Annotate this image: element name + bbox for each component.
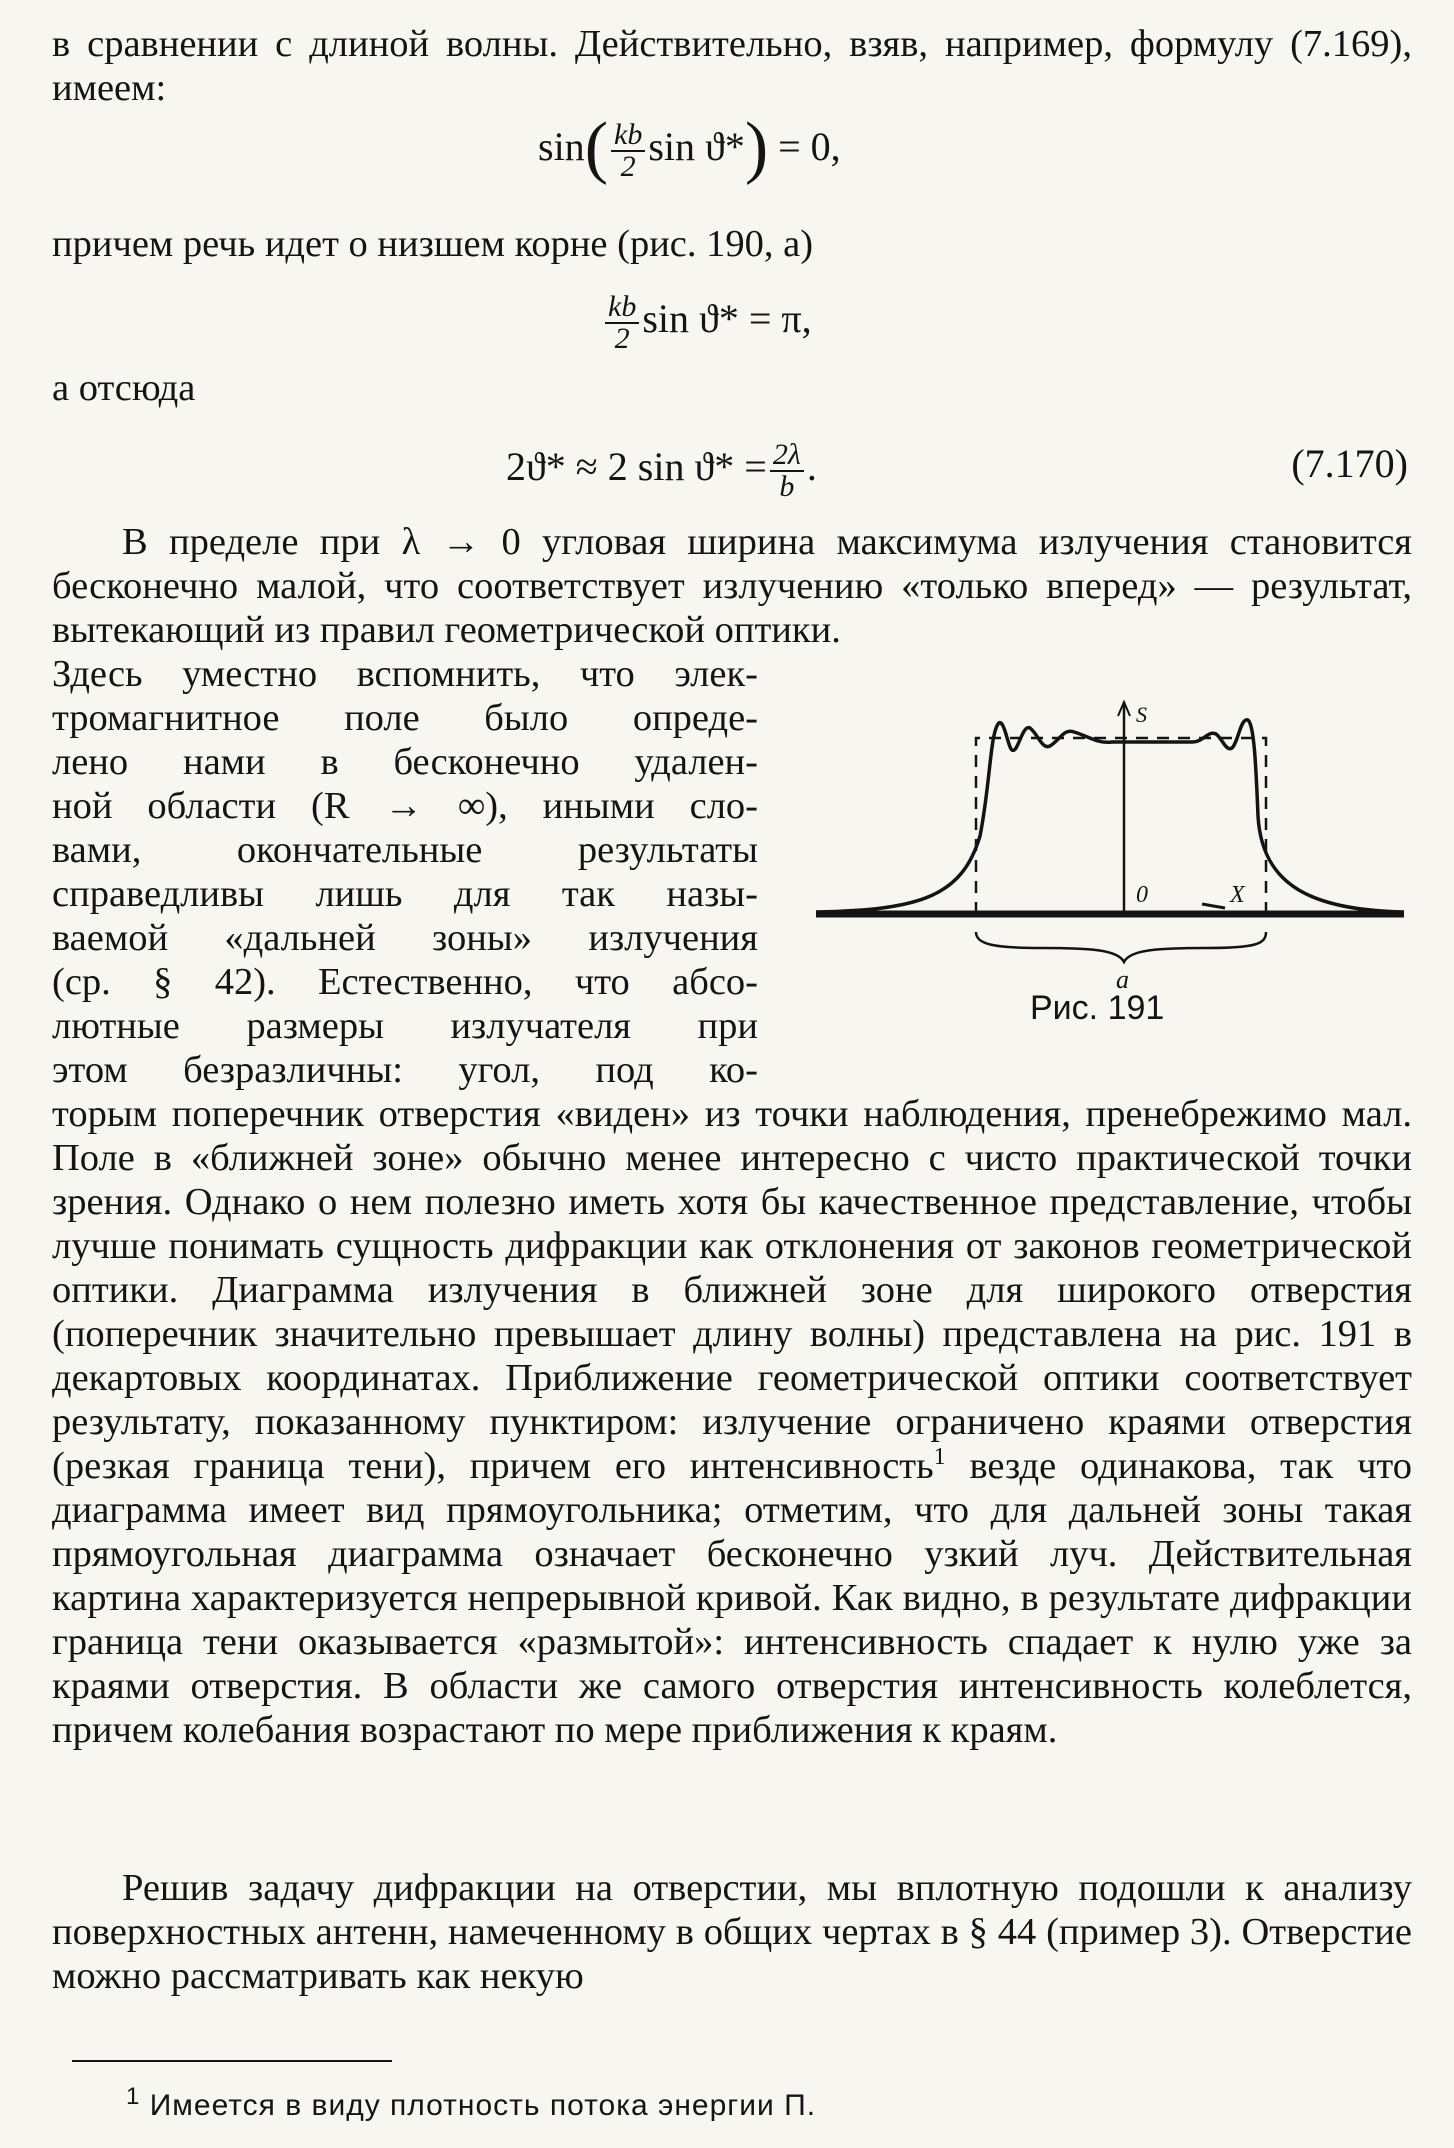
- intensity-curve: [816, 720, 1404, 912]
- paragraph-main: [52, 1092, 1412, 1752]
- line-hence: а отсюда: [52, 367, 196, 409]
- footnote-text: Имеется в виду плотность потока энергии Π.: [149, 2089, 817, 2122]
- wrap-line: этом безразличны: угол, под ко-: [52, 1049, 758, 1091]
- footnote-rule: [72, 2060, 392, 2062]
- wrap-line: лено нами в бесконечно удален-: [52, 741, 758, 783]
- eq1-rhs: = 0,: [778, 124, 841, 170]
- equation-pi: [602, 292, 812, 354]
- wrap-line: ной области (R → ∞), иными сло-: [52, 785, 758, 827]
- paragraph-wrap: [52, 652, 758, 1092]
- footnote-mark: 1: [126, 2083, 141, 2110]
- figure-191: [812, 696, 1412, 1036]
- wrap-line: ваемой «дальней зоны» излучения: [52, 917, 758, 959]
- eq3-lhs: 2ϑ* ≈ 2 sin ϑ* =: [506, 444, 767, 490]
- paragraph-limit: В пределе при λ → 0 угловая ширина максимума излучения становится бесконечно малой, что соответствует излучению «только вперед» — результат, вытекающий из правил геометрической оптики.: [52, 521, 1412, 651]
- eq1-fraction: $\frac{kb}{2}$: [611, 120, 645, 182]
- equation-7-170: [506, 440, 817, 502]
- figure-caption: Рис. 191: [1030, 989, 1165, 1027]
- footnote-ref: 1: [933, 1444, 946, 1471]
- wrap-line: вами, окончательные результаты: [52, 829, 758, 871]
- aperture-brace: [976, 932, 1266, 962]
- geometric-optics-rectangle: [976, 738, 1266, 914]
- eq2-body: sin ϑ* = π,: [642, 296, 812, 342]
- line-lowest-root: причем речь идет о низшем корне (рис. 190, а): [52, 223, 814, 265]
- equation-sine-zero: sin( $\frac{kb}{2}$ sin ϑ*) = 0,: [538, 109, 841, 187]
- eq2-fraction: $\frac{kb}{2}$: [605, 292, 639, 354]
- eq3-end: .: [806, 444, 817, 490]
- label-origin: 0: [1136, 882, 1148, 908]
- eq1-func: sin: [538, 124, 585, 170]
- eq1-inner: sin ϑ*: [648, 124, 745, 170]
- wrap-line: тромагнитное поле было опреде-: [52, 697, 758, 739]
- label-a: a: [1116, 965, 1129, 994]
- label-s: S: [1136, 702, 1147, 727]
- wrap-line: лютные размеры излучателя при: [52, 1005, 758, 1047]
- wrap-line: справедливы лишь для так назы-: [52, 873, 758, 915]
- eq3-fraction: $\frac{2\lambda}{b}$: [770, 440, 804, 502]
- equation-number: (7.170): [1291, 441, 1408, 486]
- wrap-line: Здесь уместно вспомнить, что элек-: [52, 653, 758, 695]
- footnote: [126, 2083, 817, 2124]
- main-text-a: торым поперечник отверстия «виден» из точки наблюдения, пренебрежимо мал. Поле в «ближней зоне» обычно менее интересно с чисто практической точки зрения. Однако о нем полезно иметь хотя бы качественное представление, чтобы лучше понимать сущность дифракции как отклонения от законов геометрической оптики. Диаграмма излучения в ближней зоне для широкого отверстия (поперечник значительно превышает длину волны) представлена на рис. 191 в декартовых координатах. Приближение геометрической оптики соответствует результату, показанному пунктиром: излучение ограничено краями отверстия (резкая граница тени), причем его интенсивность: [52, 1093, 1412, 1487]
- wrap-line: (ср. § 42). Естественно, что абсо-: [52, 961, 758, 1003]
- main-text-b: везде одинакова, так что диаграмма имеет вид прямоугольника; отметим, что для дальней зоны такая прямоугольная диаграмма означает бесконечно узкий луч. Действительная картина характеризуется непрерывной кривой. Как видно, в результате дифракции граница тени оказывается «размытой»: интенсивность спадает к нулю уже за краями отверстия. В области же самого отверстия интенсивность колеблется, причем колебания возрастают по мере приближения к краям.: [52, 1445, 1412, 1751]
- label-x: X: [1230, 882, 1245, 908]
- diffraction-diagram: [812, 696, 1412, 996]
- paragraph-intro: в сравнении с длиной волны. Действительно, взяв, например, формулу (7.169), имеем:: [52, 23, 1412, 109]
- x-arrow: [1202, 904, 1225, 908]
- paragraph-last: Решив задачу дифракции на отверстии, мы вплотную подошли к анализу поверхностных антенн, намеченному в общих чертах в § 44 (пример 3). Отверстие можно рассматривать как некую: [52, 1867, 1412, 1997]
